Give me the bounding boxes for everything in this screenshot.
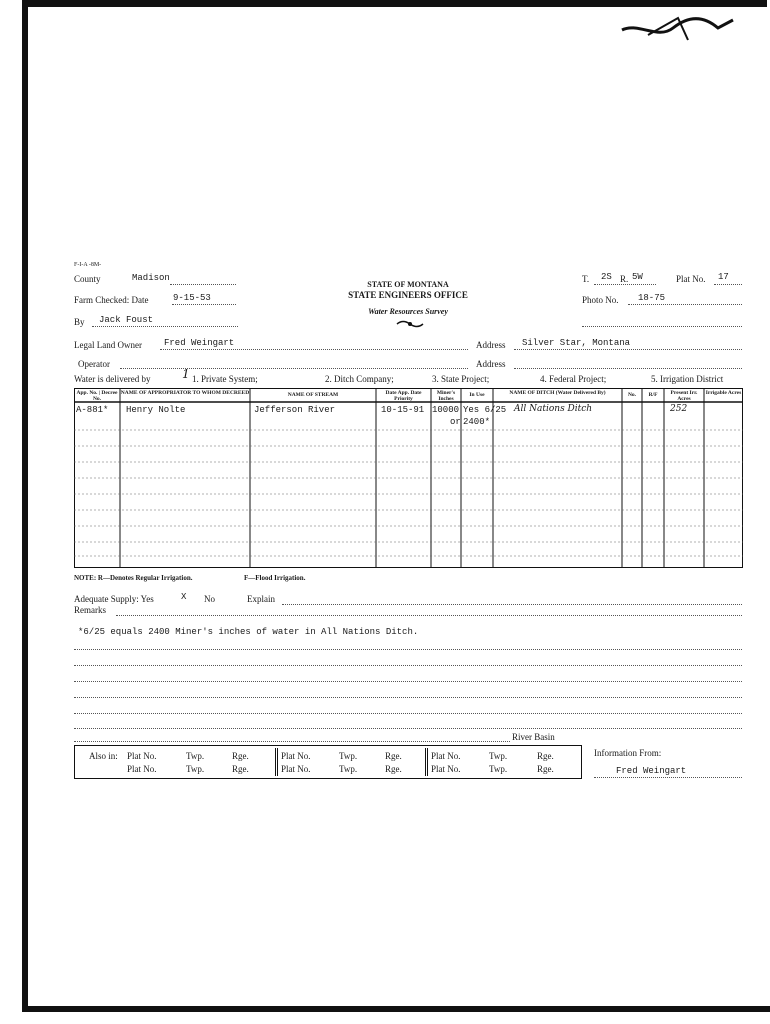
office-title: STATE ENGINEERS OFFICE bbox=[348, 290, 468, 300]
row1-appropriator: Henry Nolte bbox=[126, 405, 186, 415]
col-date: Date App. Date Priority bbox=[385, 390, 422, 402]
address2-label: Address bbox=[476, 359, 506, 369]
note-regular: NOTE: R—Denotes Regular Irrigation. bbox=[74, 574, 193, 582]
explain-line bbox=[282, 604, 742, 605]
explain-label: Explain bbox=[247, 594, 275, 604]
remark-text: *6/25 equals 2400 Miner's inches of water in All Nations Ditch. bbox=[78, 627, 419, 637]
photo-value: 18-75 bbox=[638, 293, 666, 303]
plat-line bbox=[714, 284, 742, 285]
also-twp-5: Twp. bbox=[489, 751, 508, 761]
river-basin-label: River Basin bbox=[512, 732, 555, 742]
water-rights-table bbox=[74, 388, 743, 568]
county-value: Madison bbox=[132, 273, 170, 283]
also-twp-6: Twp. bbox=[489, 764, 508, 774]
river-basin-line bbox=[74, 741, 510, 742]
info-from-label: Information From: bbox=[594, 748, 662, 758]
col-no: No. bbox=[627, 392, 637, 398]
col-rf: R/F bbox=[648, 392, 658, 398]
col-in-use: In Use bbox=[469, 392, 485, 398]
delivery-opt2: 2. Ditch Company; bbox=[325, 374, 394, 384]
survey-title: Water Resources Survey bbox=[368, 307, 448, 316]
info-from-line bbox=[594, 777, 742, 778]
scan-border-bottom bbox=[22, 1006, 770, 1012]
remarks-line bbox=[116, 615, 742, 616]
supply-yes-mark: X bbox=[181, 592, 187, 602]
legal-owner-value: Fred Weingart bbox=[164, 338, 235, 348]
row1-present-acres: 252 bbox=[670, 404, 688, 414]
remarks-line-3 bbox=[74, 665, 742, 666]
remarks-line-6 bbox=[74, 713, 742, 714]
plat-value: 17 bbox=[718, 272, 729, 282]
also-in-label: Also in: bbox=[89, 751, 118, 761]
remarks-line-4 bbox=[74, 681, 742, 682]
operator-label: Operator bbox=[78, 359, 110, 369]
row1-ditch: All Nations Ditch bbox=[514, 404, 593, 414]
row1-date: 10-15-91 bbox=[381, 405, 425, 415]
also-plat-4: Plat No. bbox=[281, 764, 311, 774]
ornament-icon bbox=[395, 319, 425, 329]
delivery-opt4: 4. Federal Project; bbox=[540, 374, 607, 384]
row1-inches-alt: 2400* bbox=[463, 417, 491, 427]
t-label: T. bbox=[582, 274, 590, 284]
col-app-no: App. No. | Decree No. bbox=[76, 390, 118, 402]
row1-app-no: A-881* bbox=[76, 405, 109, 415]
also-plat-3: Plat No. bbox=[281, 751, 311, 761]
county-line bbox=[170, 284, 236, 285]
info-from-value: Fred Weingart bbox=[616, 766, 687, 776]
delivery-label: Water is delivered by bbox=[74, 374, 151, 384]
r-value: 5W bbox=[632, 272, 643, 282]
legal-owner-line bbox=[160, 349, 468, 350]
also-plat-2: Plat No. bbox=[127, 764, 157, 774]
by-label: By bbox=[74, 317, 85, 327]
remarks-line-2 bbox=[74, 649, 742, 650]
scan-border-top bbox=[22, 0, 767, 7]
also-rge-2: Rge. bbox=[232, 764, 249, 774]
row1-stream: Jefferson River bbox=[254, 405, 336, 415]
col-ditch: NAME OF DITCH (Water Delivered By) bbox=[509, 390, 606, 396]
also-rge-5: Rge. bbox=[537, 751, 554, 761]
row1-inches: 10000 bbox=[432, 405, 460, 415]
also-rge-3: Rge. bbox=[385, 751, 402, 761]
plat-label: Plat No. bbox=[676, 274, 706, 284]
tr-line bbox=[594, 284, 656, 285]
scan-border-left bbox=[22, 0, 28, 1012]
remarks-line-5 bbox=[74, 697, 742, 698]
delivery-opt1: 1. Private System; bbox=[192, 374, 258, 384]
r-label: R. bbox=[620, 274, 629, 284]
header-right-line bbox=[582, 326, 742, 327]
by-line bbox=[92, 326, 238, 327]
also-plat-6: Plat No. bbox=[431, 764, 461, 774]
operator-line bbox=[120, 368, 468, 369]
col-inches: Miner's Inches bbox=[436, 390, 456, 402]
address-value: Silver Star, Montana bbox=[522, 338, 631, 348]
also-twp-1: Twp. bbox=[186, 751, 205, 761]
photo-line bbox=[628, 304, 742, 305]
delivery-opt5: 5. Irrigation District bbox=[651, 374, 724, 384]
also-plat-5: Plat No. bbox=[431, 751, 461, 761]
also-rge-4: Rge. bbox=[385, 764, 402, 774]
also-twp-3: Twp. bbox=[339, 751, 358, 761]
corner-scribble-icon bbox=[618, 10, 738, 50]
address2-line bbox=[514, 368, 742, 369]
by-value: Jack Foust bbox=[99, 315, 154, 325]
col-stream: NAME OF STREAM bbox=[287, 392, 339, 398]
t-value: 2S bbox=[601, 272, 612, 282]
also-rge-1: Rge. bbox=[232, 751, 249, 761]
note-flood: F—Flood Irrigation. bbox=[244, 574, 306, 582]
supply-no-label: No bbox=[204, 594, 215, 604]
col-present-acres: Present Irr. Acres bbox=[670, 390, 698, 402]
farm-checked-line bbox=[172, 304, 236, 305]
also-plat-1: Plat No. bbox=[127, 751, 157, 761]
table-grid bbox=[74, 388, 743, 568]
farm-checked-value: 9-15-53 bbox=[173, 293, 211, 303]
row1-in-use: Yes 6/25 bbox=[463, 405, 507, 415]
state-title: STATE OF MONTANA bbox=[367, 280, 449, 289]
also-rge-6: Rge. bbox=[537, 764, 554, 774]
address-label: Address bbox=[476, 340, 506, 350]
remarks-label: Remarks bbox=[74, 605, 106, 615]
farm-checked-label: Farm Checked: Date bbox=[74, 295, 149, 305]
col-appropriator: NAME OF APPROPRIATOR TO WHOM DECREED bbox=[120, 390, 250, 396]
address-line bbox=[514, 349, 742, 350]
also-twp-4: Twp. bbox=[339, 764, 358, 774]
also-in-box bbox=[74, 745, 582, 779]
legal-owner-label: Legal Land Owner bbox=[74, 340, 142, 350]
col-irrigable-acres: Irrigable Acres bbox=[705, 390, 742, 396]
form-code: F-I-A -8M- bbox=[74, 262, 102, 268]
delivery-mark: 1 bbox=[182, 367, 190, 381]
also-twp-2: Twp. bbox=[186, 764, 205, 774]
supply-label: Adequate Supply: Yes bbox=[74, 594, 154, 604]
row1-inches-or: or bbox=[450, 417, 461, 427]
delivery-opt3: 3. State Project; bbox=[432, 374, 490, 384]
county-label: County bbox=[74, 274, 101, 284]
photo-label: Photo No. bbox=[582, 295, 619, 305]
remarks-line-7 bbox=[74, 728, 742, 729]
